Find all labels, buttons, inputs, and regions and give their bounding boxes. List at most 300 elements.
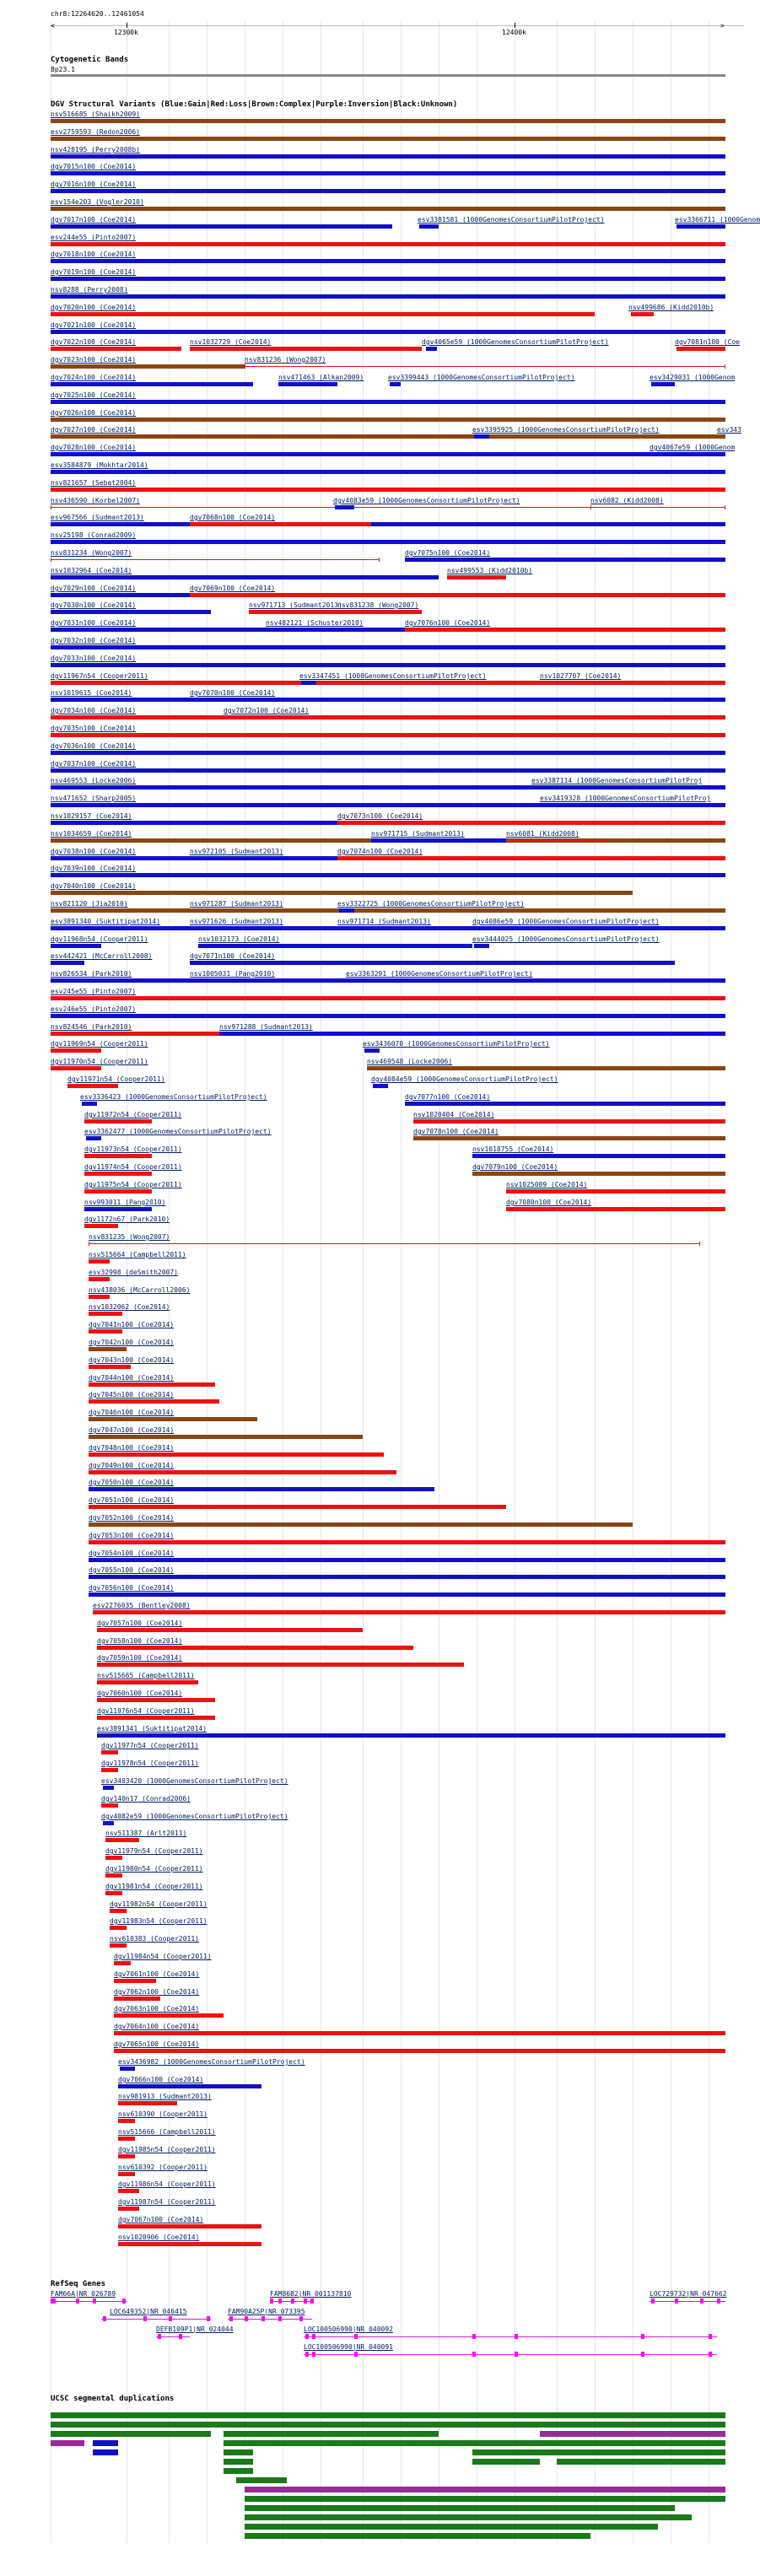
gene-label[interactable]: FAM90A25P|NR_073395 bbox=[228, 2308, 305, 2315]
sv-bar[interactable] bbox=[118, 2137, 135, 2141]
sv-label[interactable]: nsv971626 (Sudmant2013) bbox=[190, 918, 283, 925]
sv-label[interactable]: dgv7049n100 (Coe2014) bbox=[89, 1462, 175, 1469]
sv-bar[interactable] bbox=[51, 259, 725, 263]
gene-exon[interactable] bbox=[52, 2298, 56, 2304]
sv-label[interactable]: dgv11979n54 (Cooper2011) bbox=[105, 1847, 203, 1855]
sv-label[interactable]: nsv610383 (Cooper2011) bbox=[110, 1935, 199, 1943]
sv-bar[interactable] bbox=[51, 785, 725, 790]
sv-bar[interactable] bbox=[266, 628, 312, 632]
sv-label[interactable]: esv246e55 (Pinto2007) bbox=[51, 1005, 137, 1013]
sv-bar[interactable] bbox=[51, 873, 725, 877]
sv-bar[interactable] bbox=[651, 382, 675, 386]
sv-bar[interactable] bbox=[89, 1329, 122, 1334]
sv-label[interactable]: nsv482121 (Schuster2010) bbox=[266, 619, 364, 627]
sv-bar[interactable] bbox=[97, 1663, 464, 1667]
sv-label[interactable]: dgv7081n100 (Coe bbox=[675, 338, 741, 346]
sv-bar[interactable] bbox=[89, 1399, 219, 1404]
sv-label[interactable]: dgv4083e59 (1000GenomesConsortiumPilotProject) bbox=[333, 497, 520, 504]
sv-label[interactable]: nsv515665 (Campbell2011) bbox=[97, 1672, 195, 1679]
sv-bar[interactable] bbox=[89, 1365, 131, 1369]
sv-label[interactable]: nsv471463 (Alkan2009) bbox=[278, 374, 364, 381]
sv-bar[interactable] bbox=[190, 347, 422, 351]
sv-label[interactable]: dgv7050n100 (Coe2014) bbox=[89, 1479, 175, 1486]
sv-label[interactable]: dgv11983n54 (Cooper2011) bbox=[110, 1917, 208, 1925]
sv-bar[interactable] bbox=[676, 224, 725, 229]
sv-bar[interactable] bbox=[110, 1909, 127, 1913]
sv-label[interactable]: nsv469548 (Locke2006) bbox=[367, 1058, 453, 1065]
sv-bar[interactable] bbox=[631, 312, 654, 316]
sv-label[interactable]: nsv499686 (Kidd2010b) bbox=[628, 304, 714, 311]
sv-label[interactable]: nsv826534 (Park2010) bbox=[51, 970, 132, 978]
gene-label[interactable]: FAM86B2|NR_001137810 bbox=[270, 2290, 352, 2298]
sv-bar[interactable] bbox=[105, 1873, 122, 1878]
sv-bar[interactable] bbox=[590, 507, 725, 508]
sv-bar[interactable] bbox=[51, 522, 725, 526]
sv-bar[interactable] bbox=[114, 2031, 725, 2035]
sv-label[interactable]: dgv7034n100 (Coe2014) bbox=[51, 707, 137, 714]
gene-label[interactable]: LOC729732|NR_047662 bbox=[650, 2290, 727, 2298]
sv-label[interactable]: dgv4067e59 (1000Genom bbox=[650, 444, 736, 451]
sv-label[interactable]: esv3419328 (1000GenomesConsortiumPilotProj bbox=[540, 795, 711, 802]
sv-bar[interactable] bbox=[97, 1628, 363, 1632]
sv-bar[interactable] bbox=[51, 470, 725, 474]
sv-bar[interactable] bbox=[51, 488, 725, 492]
sv-bar[interactable] bbox=[51, 171, 725, 175]
sv-label[interactable]: dgv11972n54 (Cooper2011) bbox=[84, 1111, 182, 1118]
sv-label[interactable]: dgv7070n100 (Coe2014) bbox=[190, 689, 276, 697]
sv-label[interactable]: dgv7038n100 (Coe2014) bbox=[51, 848, 137, 855]
gene-intron-line[interactable] bbox=[51, 2301, 127, 2302]
sv-bar[interactable] bbox=[474, 944, 489, 948]
sv-bar[interactable] bbox=[339, 908, 354, 913]
sv-bar[interactable] bbox=[51, 189, 725, 193]
sv-bar[interactable] bbox=[51, 733, 725, 737]
sv-bar[interactable] bbox=[426, 347, 437, 351]
sv-bar[interactable] bbox=[101, 1768, 118, 1772]
gene-intron-line[interactable] bbox=[156, 2336, 190, 2337]
sv-bar[interactable] bbox=[51, 803, 725, 807]
sv-bar[interactable] bbox=[51, 434, 725, 439]
sv-label[interactable]: dgv7066n100 (Coe2014) bbox=[118, 2076, 204, 2083]
sv-label[interactable]: esv3436982 (1000GenomesConsortiumPilotProject) bbox=[118, 2058, 305, 2066]
sv-label[interactable]: dgv4084e59 (1000GenomesConsortiumPilotProject) bbox=[371, 1075, 558, 1083]
sv-label[interactable]: esv967566 (Sudmant2013) bbox=[51, 514, 144, 521]
sv-bar[interactable] bbox=[118, 2242, 261, 2246]
sv-label[interactable]: nsv972105 (Sudmant2013) bbox=[190, 848, 283, 855]
sv-bar[interactable] bbox=[89, 1540, 725, 1544]
sv-bar[interactable] bbox=[51, 400, 725, 404]
gene-exon[interactable] bbox=[245, 2316, 248, 2321]
sv-bar[interactable] bbox=[105, 1856, 122, 1860]
sv-bar[interactable] bbox=[97, 1733, 725, 1738]
segdup-bar[interactable] bbox=[51, 2431, 211, 2437]
sv-label[interactable]: dgv7043n100 (Coe2014) bbox=[89, 1356, 175, 1364]
sv-label[interactable]: dgv11977n54 (Cooper2011) bbox=[101, 1742, 199, 1749]
segdup-bar[interactable] bbox=[93, 2449, 118, 2455]
sv-label[interactable]: esv3387114 (1000GenomesConsortiumPilotProj bbox=[531, 777, 703, 784]
sv-label[interactable]: dgv7055n100 (Coe2014) bbox=[89, 1566, 175, 1574]
segdup-bar[interactable] bbox=[93, 2440, 118, 2446]
sv-bar[interactable] bbox=[190, 593, 725, 597]
sv-bar[interactable] bbox=[97, 1716, 215, 1720]
sv-label[interactable]: dgv7076n100 (Coe2014) bbox=[405, 619, 491, 627]
sv-label[interactable]: nsv469553 (Locke2006) bbox=[51, 777, 137, 784]
sv-label[interactable]: dgv11978n54 (Cooper2011) bbox=[101, 1760, 199, 1767]
sv-bar[interactable] bbox=[118, 2207, 139, 2211]
sv-bar[interactable] bbox=[371, 838, 506, 843]
sv-label[interactable]: dgv7042n100 (Coe2014) bbox=[89, 1339, 175, 1346]
sv-label[interactable]: esv244e55 (Pinto2007) bbox=[51, 234, 137, 241]
sv-bar[interactable] bbox=[51, 418, 725, 422]
sv-bar[interactable] bbox=[676, 347, 725, 351]
gene-exon[interactable] bbox=[700, 2298, 703, 2304]
sv-bar[interactable] bbox=[198, 944, 472, 948]
sv-label[interactable]: dgv11975n54 (Cooper2011) bbox=[84, 1181, 182, 1188]
sv-label[interactable]: nsv511387 (Arlt2011) bbox=[105, 1830, 187, 1837]
sv-bar[interactable] bbox=[472, 1172, 725, 1176]
sv-label[interactable]: dgv7032n100 (Coe2014) bbox=[51, 637, 137, 644]
sv-bar[interactable] bbox=[51, 944, 101, 948]
sv-bar[interactable] bbox=[651, 452, 675, 456]
gene-label[interactable]: DEFB109P1|NR_024044 bbox=[156, 2325, 234, 2333]
sv-label[interactable]: nsv971715 (Sudmant2013) bbox=[371, 830, 465, 838]
sv-bar[interactable] bbox=[51, 452, 725, 456]
sv-label[interactable]: nsv6081 (Kidd2008) bbox=[506, 830, 579, 838]
sv-bar[interactable] bbox=[89, 1435, 363, 1439]
segdup-bar[interactable] bbox=[557, 2459, 725, 2465]
sv-bar[interactable] bbox=[190, 961, 675, 965]
gene-exon[interactable] bbox=[93, 2298, 96, 2304]
sv-label[interactable]: dgv11982n54 (Cooper2011) bbox=[110, 1900, 208, 1908]
sv-label[interactable]: dgv7046n100 (Coe2014) bbox=[89, 1409, 175, 1416]
sv-bar[interactable] bbox=[84, 1154, 152, 1158]
gene-exon[interactable] bbox=[515, 2334, 518, 2339]
segdup-bar[interactable] bbox=[224, 2431, 439, 2437]
segdup-bar[interactable] bbox=[51, 2412, 725, 2418]
gene-intron-line[interactable] bbox=[650, 2301, 725, 2302]
sv-label[interactable]: dgv7036n100 (Coe2014) bbox=[51, 742, 137, 750]
sv-bar[interactable] bbox=[51, 224, 392, 229]
sv-label[interactable]: esv3429031 (1000Genom bbox=[650, 374, 736, 381]
sv-label[interactable]: dgv140n17 (Conrad2006) bbox=[101, 1795, 191, 1803]
sv-label[interactable]: dgv7072n100 (Coe2014) bbox=[224, 707, 310, 714]
sv-bar[interactable] bbox=[190, 698, 725, 702]
sv-bar[interactable] bbox=[51, 154, 725, 159]
sv-label[interactable]: nsv436590 (Korbel2007) bbox=[51, 497, 140, 504]
sv-label[interactable]: dgv7062n100 (Coe2014) bbox=[114, 1988, 200, 1996]
sv-label[interactable]: dgv11976n54 (Cooper2011) bbox=[97, 1707, 195, 1715]
sv-label[interactable]: esv442421 (McCarroll2008) bbox=[51, 952, 153, 960]
sv-bar[interactable] bbox=[110, 1943, 127, 1948]
gene-exon[interactable] bbox=[305, 2334, 309, 2339]
sv-label[interactable]: dgv7057n100 (Coe2014) bbox=[97, 1619, 183, 1627]
sv-label[interactable]: nsv25198 (Conrad2009) bbox=[51, 531, 137, 539]
gene-exon[interactable] bbox=[261, 2316, 265, 2321]
sv-bar[interactable] bbox=[89, 1312, 122, 1316]
gene-exon[interactable] bbox=[310, 2298, 314, 2304]
segdup-bar[interactable] bbox=[245, 2533, 590, 2539]
sv-label[interactable]: nsv1020906 (Coe2014) bbox=[118, 2234, 200, 2241]
sv-label[interactable]: nsv971713 (Sudmant2013) bbox=[249, 601, 342, 609]
sv-bar[interactable] bbox=[84, 1172, 152, 1176]
gene-exon[interactable] bbox=[312, 2352, 315, 2357]
sv-bar[interactable] bbox=[51, 207, 725, 211]
sv-label[interactable]: dgv7035n100 (Coe2014) bbox=[51, 725, 137, 732]
sv-label[interactable]: dgv11987n54 (Cooper2011) bbox=[118, 2198, 216, 2206]
sv-bar[interactable] bbox=[89, 1470, 396, 1474]
sv-label[interactable]: dgv11973n54 (Cooper2011) bbox=[84, 1145, 182, 1153]
sv-label[interactable]: dgv7016n100 (Coe2014) bbox=[51, 181, 137, 188]
sv-bar[interactable] bbox=[118, 2224, 261, 2228]
sv-label[interactable]: dgv7052n100 (Coe2014) bbox=[89, 1514, 175, 1522]
sv-label[interactable]: nsv971288 (Sudmant2013) bbox=[219, 1023, 313, 1031]
gene-exon[interactable] bbox=[472, 2352, 476, 2357]
sv-bar[interactable] bbox=[114, 1961, 131, 1965]
sv-label[interactable]: nsv1032062 (Coe2014) bbox=[89, 1303, 170, 1311]
sv-bar[interactable] bbox=[51, 1014, 725, 1018]
sv-bar[interactable] bbox=[51, 645, 725, 649]
sv-label[interactable]: nsv1019615 (Coe2014) bbox=[51, 689, 132, 697]
sv-label[interactable]: dgv7018n100 (Coe2014) bbox=[51, 251, 137, 258]
sv-bar[interactable] bbox=[405, 1102, 725, 1106]
sv-label[interactable]: nsv831236 (Wong2007) bbox=[245, 356, 326, 364]
segdup-bar[interactable] bbox=[245, 2496, 725, 2502]
gene-exon[interactable] bbox=[169, 2316, 172, 2321]
sv-bar[interactable] bbox=[89, 1417, 257, 1421]
gene-exon[interactable] bbox=[179, 2334, 182, 2339]
segdup-bar[interactable] bbox=[236, 2477, 287, 2483]
sv-bar[interactable] bbox=[51, 961, 84, 965]
sv-label[interactable]: esv154e203 (Vogler2010) bbox=[51, 198, 144, 206]
sv-label[interactable]: dgv7030n100 (Coe2014) bbox=[51, 601, 137, 609]
sv-bar[interactable] bbox=[89, 1522, 633, 1527]
sv-bar[interactable] bbox=[118, 2084, 261, 2088]
gene-exon[interactable] bbox=[515, 2352, 518, 2357]
sv-bar[interactable] bbox=[89, 1277, 110, 1281]
sv-label[interactable]: dgv7040n100 (Coe2014) bbox=[51, 882, 137, 890]
sv-label[interactable]: dgv7045n100 (Coe2014) bbox=[89, 1391, 175, 1398]
sv-bar[interactable] bbox=[390, 382, 401, 386]
gene-exon[interactable] bbox=[207, 2316, 210, 2321]
gene-exon[interactable] bbox=[291, 2298, 294, 2304]
sv-bar[interactable] bbox=[51, 312, 595, 316]
sv-label[interactable]: nsv831238 (Wong2007) bbox=[337, 601, 419, 609]
segdup-bar[interactable] bbox=[245, 2514, 692, 2520]
sv-bar[interactable] bbox=[337, 856, 725, 860]
sv-bar[interactable] bbox=[51, 908, 725, 913]
sv-label[interactable]: dgv1172n67 (Park2010) bbox=[84, 1215, 170, 1223]
sv-label[interactable]: nsv971287 (Sudmant2013) bbox=[190, 900, 283, 908]
sv-label[interactable]: nsv1032964 (Coe2014) bbox=[51, 567, 132, 574]
sv-bar[interactable] bbox=[89, 1243, 700, 1244]
gene-exon[interactable] bbox=[641, 2352, 644, 2357]
sv-label[interactable]: dgv7063n100 (Coe2014) bbox=[114, 2005, 200, 2013]
sv-bar[interactable] bbox=[105, 1891, 122, 1895]
sv-bar[interactable] bbox=[89, 1347, 127, 1351]
sv-label[interactable]: nsv1020404 (Coe2014) bbox=[413, 1111, 495, 1118]
sv-label[interactable]: dgv11974n54 (Cooper2011) bbox=[84, 1163, 182, 1171]
sv-bar[interactable] bbox=[84, 1119, 152, 1124]
gene-exon[interactable] bbox=[122, 2298, 126, 2304]
sv-bar[interactable] bbox=[103, 1821, 114, 1825]
sv-bar[interactable] bbox=[51, 856, 190, 860]
segdup-track-title[interactable]: UCSC segmental duplications bbox=[51, 2395, 175, 2403]
gene-intron-line[interactable] bbox=[304, 2336, 717, 2337]
segdup-bar[interactable] bbox=[472, 2459, 540, 2465]
gene-exon[interactable] bbox=[278, 2316, 282, 2321]
sv-label[interactable]: dgv11971n54 (Cooper2011) bbox=[67, 1075, 165, 1083]
gene-intron-line[interactable] bbox=[304, 2354, 717, 2355]
sv-label[interactable]: dgv7031n100 (Coe2014) bbox=[51, 619, 137, 627]
sv-bar[interactable] bbox=[89, 1558, 725, 1562]
sv-label[interactable]: nsv821120 (Jia2010) bbox=[51, 900, 128, 908]
segdup-bar[interactable] bbox=[472, 2449, 725, 2455]
sv-bar[interactable] bbox=[51, 364, 245, 369]
sv-label[interactable]: esv3399443 (1000GenomesConsortiumPilotProject) bbox=[388, 374, 575, 381]
sv-bar[interactable] bbox=[82, 1102, 97, 1106]
sv-bar[interactable] bbox=[364, 1048, 380, 1053]
sv-bar[interactable] bbox=[86, 1136, 101, 1140]
sv-label[interactable]: nsv515664 (Campbell2011) bbox=[89, 1251, 186, 1258]
gene-label[interactable]: LOC100506990|NR_040092 bbox=[304, 2325, 393, 2333]
sv-label[interactable]: dgv7019n100 (Coe2014) bbox=[51, 268, 137, 276]
sv-label[interactable]: dgv7037n100 (Coe2014) bbox=[51, 760, 137, 768]
sv-bar[interactable] bbox=[51, 996, 725, 1000]
sv-bar[interactable] bbox=[51, 978, 725, 983]
gene-exon[interactable] bbox=[278, 2298, 282, 2304]
sv-label[interactable]: dgv7068n100 (Coe2014) bbox=[190, 514, 276, 521]
sv-label[interactable]: dgv7029n100 (Coe2014) bbox=[51, 585, 137, 592]
gene-exon[interactable] bbox=[103, 2316, 106, 2321]
sv-bar[interactable] bbox=[51, 715, 725, 719]
sv-label[interactable]: dgv11984n54 (Cooper2011) bbox=[114, 1953, 212, 1960]
sv-bar[interactable] bbox=[93, 1610, 725, 1614]
sv-bar[interactable] bbox=[51, 540, 725, 544]
sv-bar[interactable] bbox=[373, 1084, 388, 1088]
sv-label[interactable]: dgv11970n54 (Cooper2011) bbox=[51, 1058, 148, 1065]
sv-label[interactable]: nsv516685 (Shaikh2009) bbox=[51, 110, 140, 118]
gene-exon[interactable] bbox=[158, 2334, 161, 2339]
sv-bar[interactable] bbox=[97, 1680, 198, 1684]
sv-bar[interactable] bbox=[337, 926, 455, 930]
sv-label[interactable]: dgv4086e59 (1000GenomesConsortiumPilotProject) bbox=[472, 918, 660, 925]
gene-exon[interactable] bbox=[641, 2334, 644, 2339]
sv-bar[interactable] bbox=[51, 575, 439, 579]
sv-bar[interactable] bbox=[89, 1592, 725, 1597]
sv-label[interactable]: nsv821657 (Sebat2004) bbox=[51, 479, 137, 487]
sv-label[interactable]: dgv7075n100 (Coe2014) bbox=[405, 549, 491, 557]
sv-bar[interactable] bbox=[301, 681, 316, 685]
sv-label[interactable]: esv245e55 (Pinto2007) bbox=[51, 988, 137, 995]
sv-label[interactable]: nsv993011 (Pang2010) bbox=[84, 1199, 166, 1206]
sv-label[interactable]: dgv7061n100 (Coe2014) bbox=[114, 1970, 200, 1978]
sv-label[interactable]: nsv8288 (Perry2008) bbox=[51, 286, 128, 294]
gene-label[interactable]: LOC649352|NR_046415 bbox=[110, 2308, 187, 2315]
sv-label[interactable]: nsv831234 (Wong2007) bbox=[51, 549, 132, 557]
sv-label[interactable]: esv343 bbox=[717, 426, 741, 434]
refseq-track-title[interactable]: RefSeq Genes bbox=[51, 2280, 106, 2288]
sv-label[interactable]: dgv7080n100 (Coe2014) bbox=[506, 1199, 592, 1206]
sv-bar[interactable] bbox=[542, 803, 561, 807]
sv-bar[interactable] bbox=[89, 1452, 384, 1457]
sv-bar[interactable] bbox=[51, 119, 725, 123]
segdup-bar[interactable] bbox=[51, 2422, 725, 2428]
gene-exon[interactable] bbox=[76, 2298, 79, 2304]
sv-bar[interactable] bbox=[51, 330, 725, 334]
sv-bar[interactable] bbox=[89, 1295, 110, 1299]
sv-bar[interactable] bbox=[190, 926, 337, 930]
gene-label[interactable]: LOC100506990|NR_040091 bbox=[304, 2343, 393, 2351]
sv-label[interactable]: dgv7053n100 (Coe2014) bbox=[89, 1532, 175, 1539]
sv-bar[interactable] bbox=[348, 978, 363, 983]
gene-exon[interactable] bbox=[709, 2352, 712, 2357]
gene-exon[interactable] bbox=[354, 2352, 358, 2357]
sv-label[interactable]: dgv4082e59 (1000GenomesConsortiumPilotProject) bbox=[101, 1813, 288, 1820]
sv-bar[interactable] bbox=[335, 505, 354, 509]
sv-label[interactable]: nsv1018755 (Coe2014) bbox=[472, 1145, 554, 1153]
sv-bar[interactable] bbox=[51, 137, 725, 141]
gene-exon[interactable] bbox=[709, 2334, 712, 2339]
sv-bar[interactable] bbox=[89, 1505, 506, 1509]
sv-label[interactable]: dgv7044n100 (Coe2014) bbox=[89, 1374, 175, 1382]
sv-label[interactable]: dgv7058n100 (Coe2014) bbox=[97, 1637, 183, 1645]
sv-label[interactable]: dgv7065n100 (Coe2014) bbox=[114, 2040, 200, 2048]
gene-exon[interactable] bbox=[305, 2352, 309, 2357]
sv-bar[interactable] bbox=[89, 1259, 110, 1264]
gene-exon[interactable] bbox=[229, 2316, 233, 2321]
sv-label[interactable]: nsv610392 (Cooper2011) bbox=[118, 2164, 208, 2171]
sv-bar[interactable] bbox=[51, 1066, 101, 1070]
sv-bar[interactable] bbox=[89, 1487, 434, 1491]
sv-label[interactable]: dgv7048n100 (Coe2014) bbox=[89, 1444, 175, 1452]
segdup-bar[interactable] bbox=[224, 2468, 253, 2474]
gene-exon[interactable] bbox=[651, 2298, 655, 2304]
sv-bar[interactable] bbox=[51, 1048, 101, 1053]
sv-bar[interactable] bbox=[101, 1803, 118, 1808]
sv-label[interactable]: dgv7079n100 (Coe2014) bbox=[472, 1163, 558, 1171]
segdup-bar[interactable] bbox=[224, 2449, 253, 2455]
sv-label[interactable]: dgv11980n54 (Cooper2011) bbox=[105, 1865, 203, 1873]
sv-label[interactable]: dgv7039n100 (Coe2014) bbox=[51, 865, 137, 872]
sv-label[interactable]: esv3891341 (Suktitipat2014) bbox=[97, 1725, 208, 1733]
sv-bar[interactable] bbox=[51, 382, 253, 386]
sv-label[interactable]: dgv7017n100 (Coe2014) bbox=[51, 216, 137, 224]
gene-exon[interactable] bbox=[472, 2334, 476, 2339]
gene-intron-line[interactable] bbox=[101, 2319, 211, 2320]
sv-bar[interactable] bbox=[114, 1997, 160, 2001]
gene-label[interactable]: FAM66A|NR_026789 bbox=[51, 2290, 116, 2298]
sv-bar[interactable] bbox=[89, 1382, 215, 1387]
sv-label[interactable]: dgv7073n100 (Coe2014) bbox=[337, 812, 423, 820]
gene-exon[interactable] bbox=[270, 2298, 273, 2304]
sv-label[interactable]: dgv11981n54 (Cooper2011) bbox=[105, 1883, 203, 1890]
sv-bar[interactable] bbox=[474, 434, 489, 439]
sv-label[interactable]: nsv1027707 (Coe2014) bbox=[540, 672, 622, 680]
sv-bar[interactable] bbox=[419, 224, 439, 229]
cyto-track-title[interactable]: Cytogenetic Bands bbox=[51, 56, 129, 64]
sv-label[interactable]: esv3381581 (1000GenomesConsortiumPilotProject) bbox=[418, 216, 605, 224]
sv-bar[interactable] bbox=[249, 610, 422, 614]
sv-label[interactable]: esv3436070 (1000GenomesConsortiumPilotProject) bbox=[363, 1040, 550, 1048]
sv-label[interactable]: dgv7023n100 (Coe2014) bbox=[51, 356, 137, 364]
sv-bar[interactable] bbox=[114, 1979, 156, 1983]
sv-bar[interactable] bbox=[474, 926, 489, 930]
sv-label[interactable]: dgv7025n100 (Coe2014) bbox=[51, 391, 137, 399]
sv-label[interactable]: dgv7064n100 (Coe2014) bbox=[114, 2023, 200, 2030]
sv-label[interactable]: esv2276035 (Bentley2008) bbox=[93, 1602, 191, 1609]
sv-label[interactable]: dgv7033n100 (Coe2014) bbox=[51, 655, 137, 662]
sv-label[interactable]: dgv7041n100 (Coe2014) bbox=[89, 1321, 175, 1328]
